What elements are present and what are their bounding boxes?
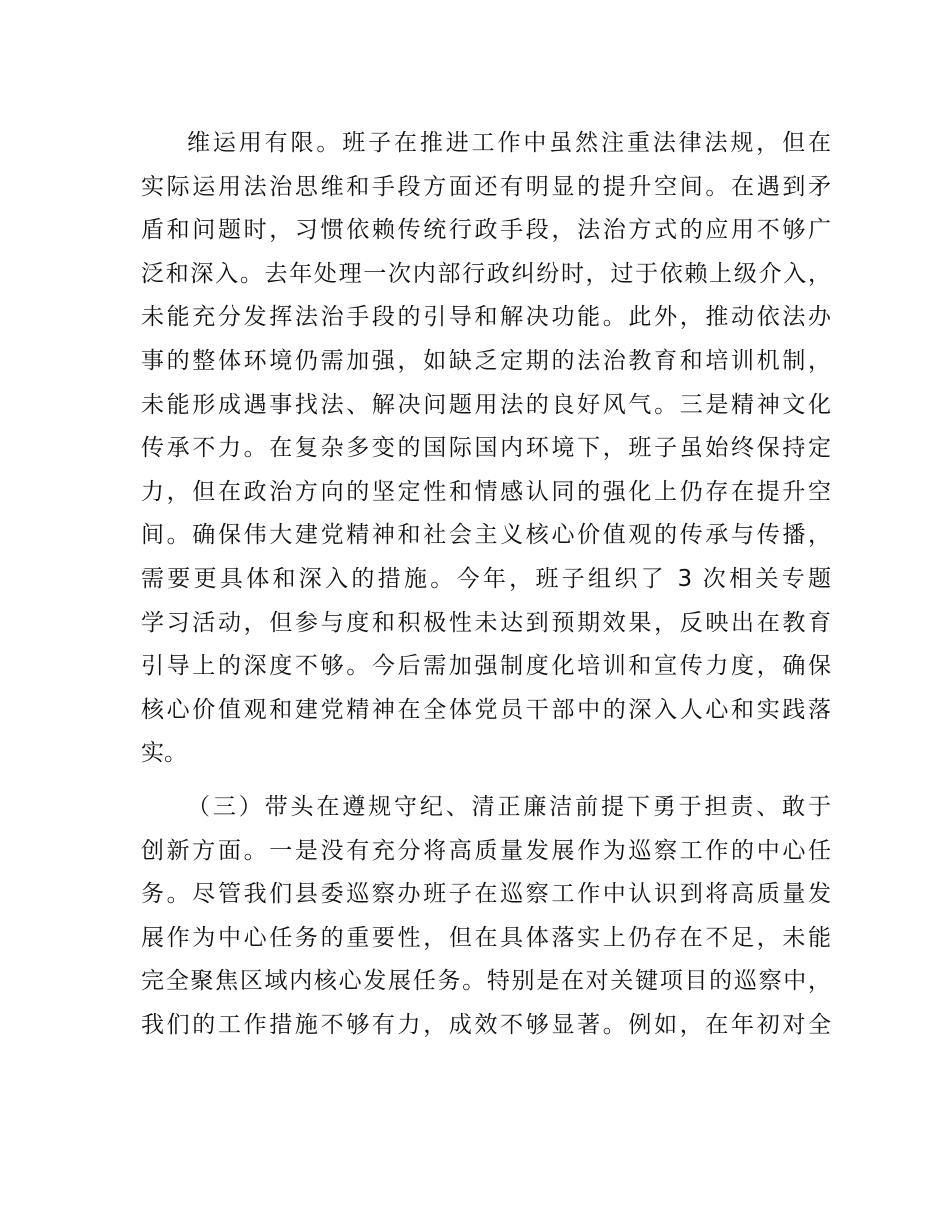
text-line: 核心价值观和建党精神在全体党员干部中的深入人心和实践落 — [141, 696, 831, 723]
text-line: 学习活动，但参与度和积极性未达到预期效果，反映出在教育 — [141, 609, 831, 636]
text-line: 事的整体环境仍需加强，如缺乏定期的法治教育和培训机制， — [141, 347, 831, 374]
text-line: 维运用有限。班子在推进工作中虽然注重法律法规，但在 — [187, 130, 831, 156]
text-line: 传承不力。在复杂多变的国际国内环境下，班子虽始终保持定 — [141, 435, 831, 462]
text-line: 未能形成遇事找法、解决问题用法的良好风气。三是精神文化 — [141, 391, 831, 418]
paragraph-1 — [141, 122, 831, 776]
text-line: 创新方面。一是没有充分将高质量发展作为巡察工作的中心任 — [141, 837, 831, 864]
text-line: 需要更具体和深入的措施。今年，班子组织了 3 次相关专题 — [141, 565, 831, 592]
paragraph-spacing — [141, 776, 831, 786]
text-line: （三）带头在遵规守纪、清正廉洁前提下勇于担责、敢于 — [187, 793, 831, 820]
body-text — [141, 122, 831, 1047]
text-line: 未能充分发挥法治手段的引导和解决功能。此外，推动依法办 — [141, 304, 831, 331]
text-line: 泛和深入。去年处理一次内部行政纠纷时，过于依赖上级介入， — [141, 260, 831, 287]
text-line: 务。尽管我们县委巡察办班子在巡察工作中认识到将高质量发 — [141, 881, 831, 908]
text-line: 展作为中心任务的重要性，但在具体落实上仍存在不足，未能 — [141, 924, 831, 951]
paragraph-2 — [141, 786, 831, 1048]
text-line: 实。 — [141, 740, 187, 767]
text-line: 引导上的深度不够。今后需加强制度化培训和宣传力度，确保 — [141, 653, 831, 680]
text-line: 间。确保伟大建党精神和社会主义核心价值观的传承与传播， — [141, 522, 831, 549]
text-line: 实际运用法治思维和手段方面还有明显的提升空间。在遇到矛 — [141, 173, 831, 200]
text-line: 完全聚焦区域内核心发展任务。特别是在对关键项目的巡察中， — [141, 968, 831, 995]
text-line: 盾和问题时，习惯依赖传统行政手段，法治方式的应用不够广 — [141, 217, 831, 244]
text-line: 力，但在政治方向的坚定性和情感认同的强化上仍存在提升空 — [141, 478, 831, 505]
text-line: 我们的工作措施不够有力，成效不够显著。例如，在年初对全 — [141, 1011, 831, 1038]
